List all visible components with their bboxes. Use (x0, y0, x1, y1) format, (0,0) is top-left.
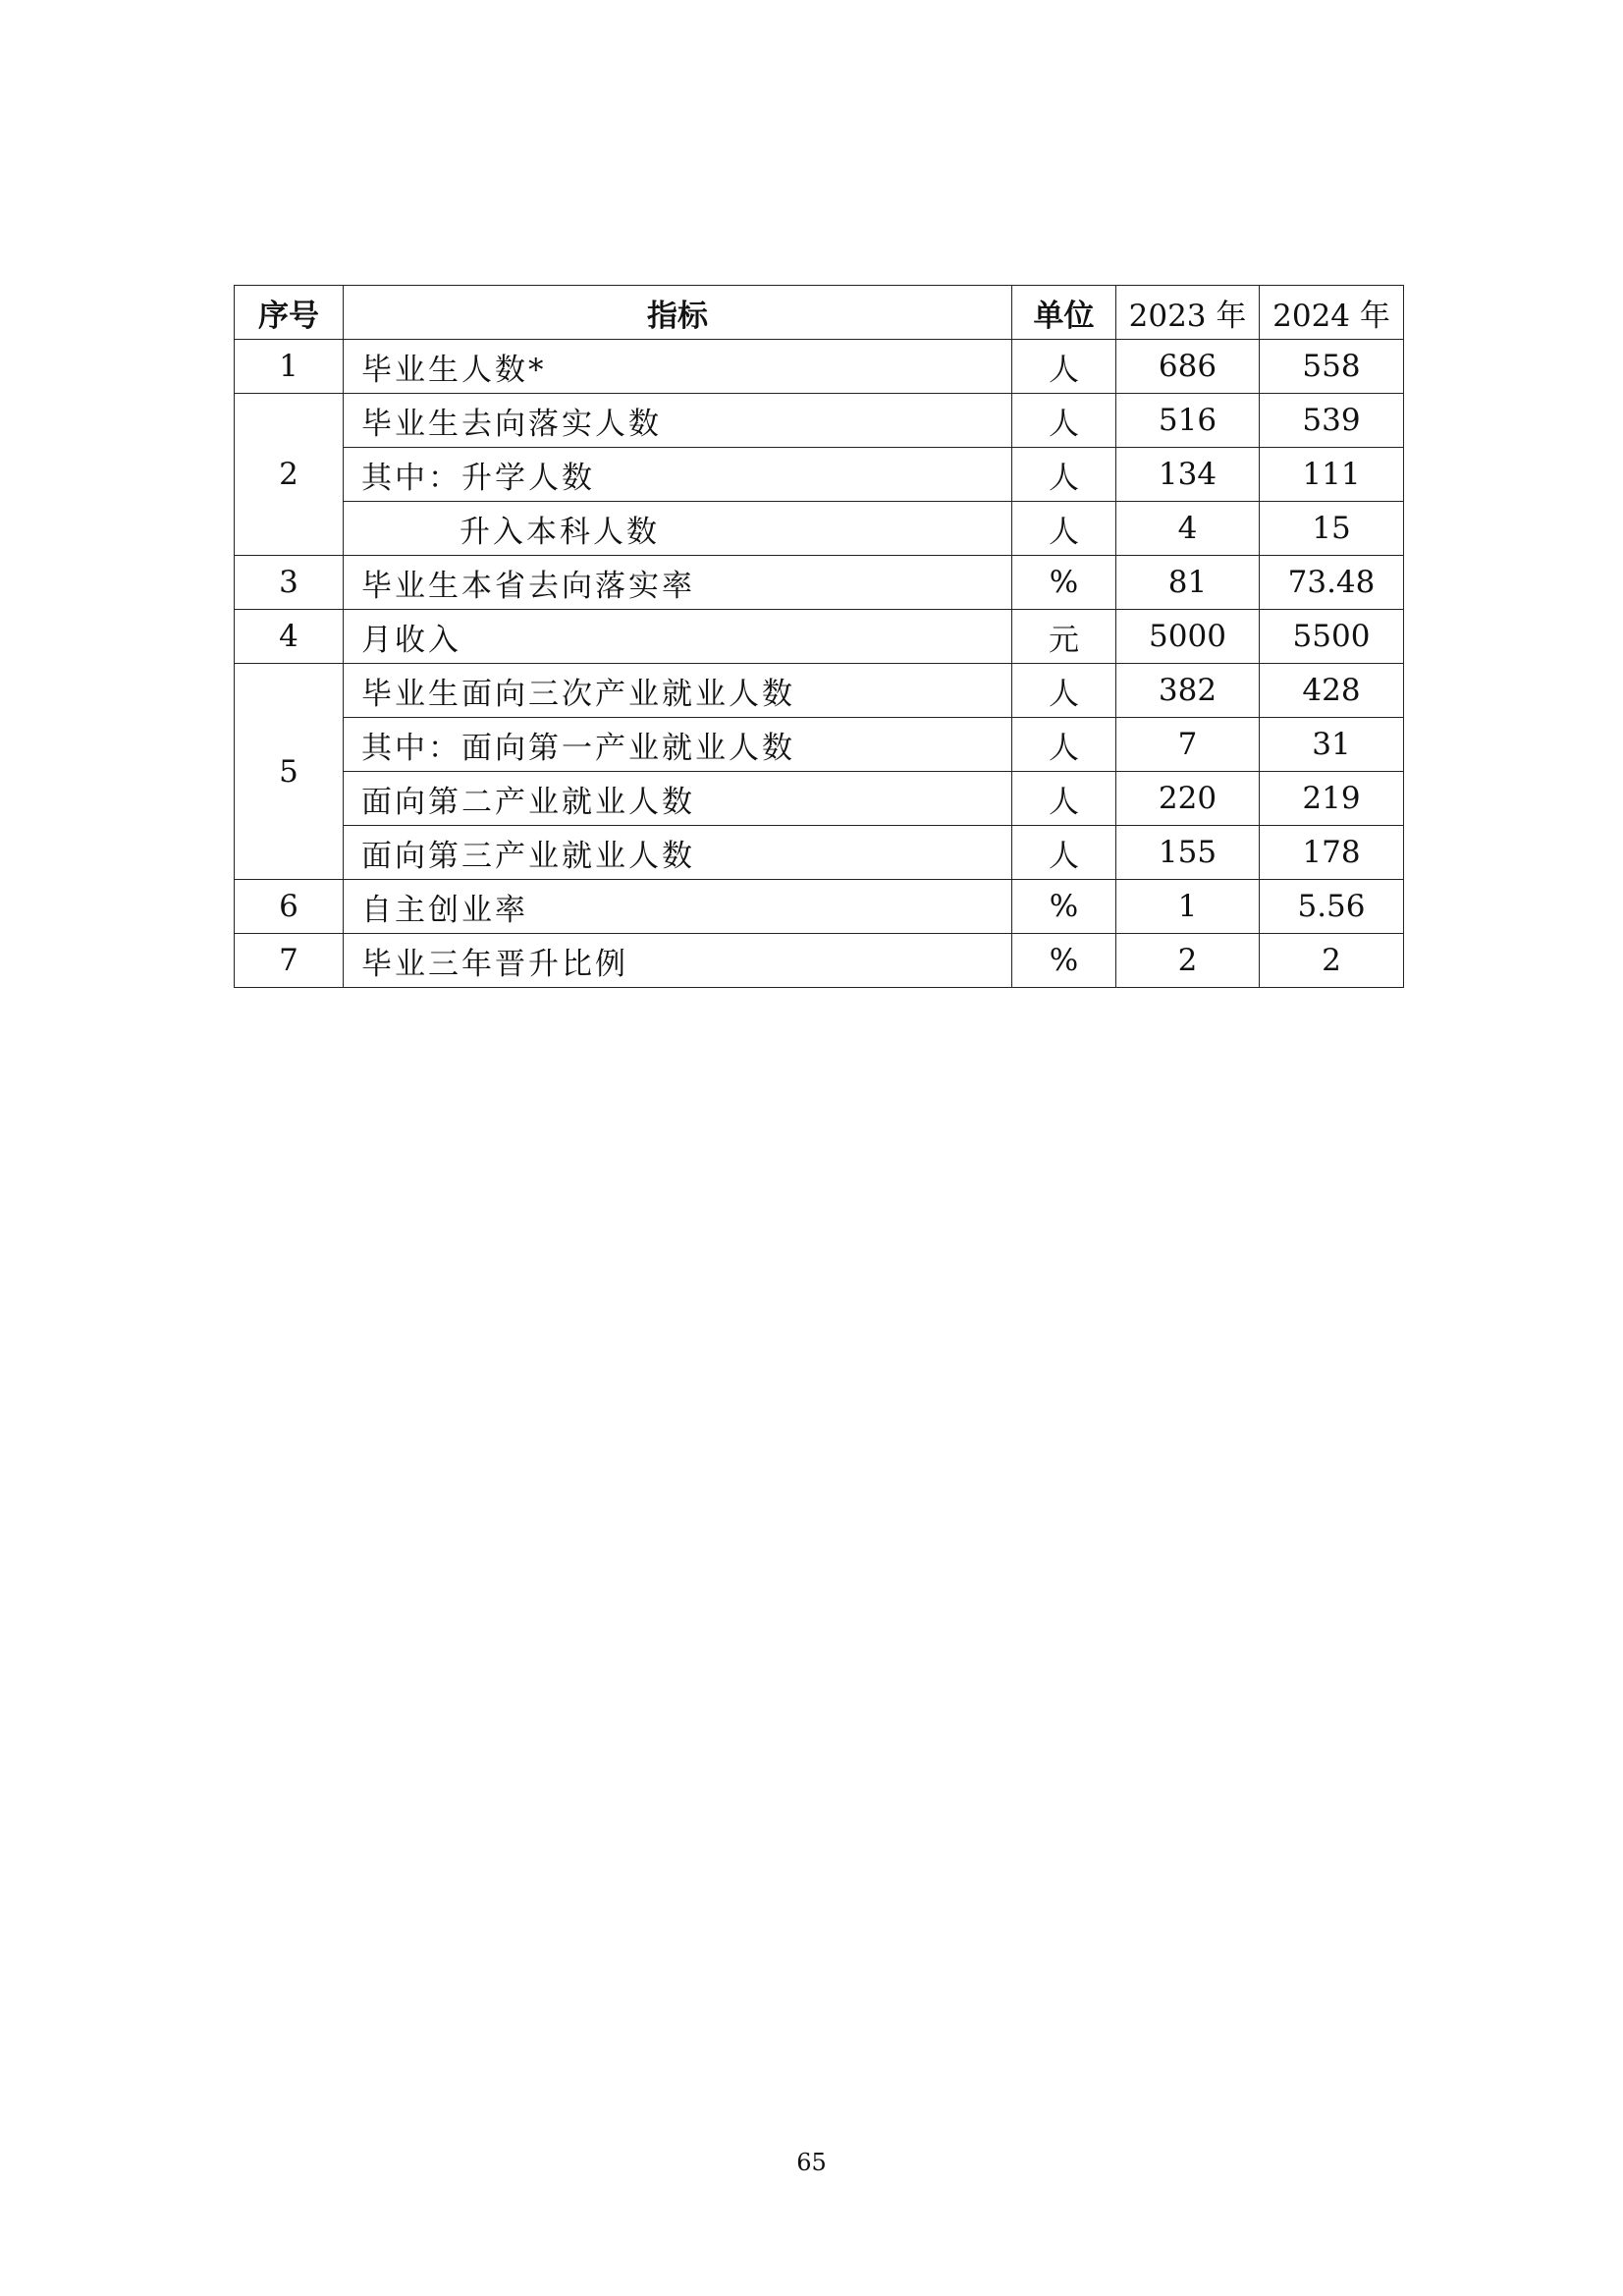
table-row (235, 556, 1404, 610)
indicator-label: 毕业生面向三次产业就业人数 (344, 664, 1012, 718)
indicator-label: 面向第三产业就业人数 (344, 826, 1012, 880)
unit-cell: 人 (1012, 664, 1116, 718)
value-2024: 2 (1260, 934, 1404, 988)
row-number: 6 (235, 880, 344, 934)
table-row (235, 718, 1404, 772)
row-number: 7 (235, 934, 344, 988)
indicator-label: 月收入 (344, 610, 1012, 664)
employment-indicators-table (234, 285, 1404, 988)
table-row (235, 826, 1404, 880)
value-2023: 5000 (1116, 610, 1260, 664)
unit-cell: 人 (1012, 448, 1116, 502)
unit-cell: 人 (1012, 772, 1116, 826)
table-row (235, 502, 1404, 556)
value-2024: 539 (1260, 394, 1404, 448)
value-2024: 178 (1260, 826, 1404, 880)
value-2023: 1 (1116, 880, 1260, 934)
row-number: 2 (235, 394, 344, 556)
header-no: 序号 (235, 286, 344, 340)
table-row (235, 664, 1404, 718)
unit-cell: 人 (1012, 718, 1116, 772)
indicator-label: 其中：升学人数 (344, 448, 1012, 502)
unit-cell: 人 (1012, 502, 1116, 556)
header-unit: 单位 (1012, 286, 1116, 340)
value-2023: 7 (1116, 718, 1260, 772)
value-2023: 382 (1116, 664, 1260, 718)
unit-cell: 人 (1012, 394, 1116, 448)
table-row (235, 772, 1404, 826)
value-2023: 516 (1116, 394, 1260, 448)
value-2023: 4 (1116, 502, 1260, 556)
unit-cell: % (1012, 556, 1116, 610)
header-2023: 2023 年 (1116, 286, 1260, 340)
unit-cell: 人 (1012, 826, 1116, 880)
row-number: 5 (235, 664, 344, 880)
table-row (235, 448, 1404, 502)
value-2024: 219 (1260, 772, 1404, 826)
table-row (235, 394, 1404, 448)
unit-cell: 人 (1012, 340, 1116, 394)
header-2024: 2024 年 (1260, 286, 1404, 340)
row-number: 3 (235, 556, 344, 610)
table-header-row (235, 286, 1404, 340)
header-indicator: 指标 (344, 286, 1012, 340)
table-row (235, 610, 1404, 664)
indicator-label: 其中：面向第一产业就业人数 (344, 718, 1012, 772)
indicator-label: 升入本科人数 (344, 502, 1012, 556)
unit-cell: % (1012, 880, 1116, 934)
value-2024: 73.48 (1260, 556, 1404, 610)
indicator-label: 毕业生人数* (344, 340, 1012, 394)
value-2024: 111 (1260, 448, 1404, 502)
page-number: 65 (796, 2149, 827, 2176)
indicator-label: 面向第二产业就业人数 (344, 772, 1012, 826)
unit-cell: 元 (1012, 610, 1116, 664)
value-2023: 220 (1116, 772, 1260, 826)
indicator-label: 毕业生本省去向落实率 (344, 556, 1012, 610)
value-2023: 134 (1116, 448, 1260, 502)
table-row (235, 880, 1404, 934)
value-2023: 81 (1116, 556, 1260, 610)
row-number: 1 (235, 340, 344, 394)
value-2023: 155 (1116, 826, 1260, 880)
value-2024: 5500 (1260, 610, 1404, 664)
value-2024: 558 (1260, 340, 1404, 394)
value-2024: 5.56 (1260, 880, 1404, 934)
table-row (235, 934, 1404, 988)
value-2024: 428 (1260, 664, 1404, 718)
indicator-label: 自主创业率 (344, 880, 1012, 934)
value-2023: 2 (1116, 934, 1260, 988)
value-2024: 31 (1260, 718, 1404, 772)
unit-cell: % (1012, 934, 1116, 988)
value-2024: 15 (1260, 502, 1404, 556)
table-row (235, 340, 1404, 394)
row-number: 4 (235, 610, 344, 664)
indicator-label: 毕业生去向落实人数 (344, 394, 1012, 448)
value-2023: 686 (1116, 340, 1260, 394)
indicator-label: 毕业三年晋升比例 (344, 934, 1012, 988)
